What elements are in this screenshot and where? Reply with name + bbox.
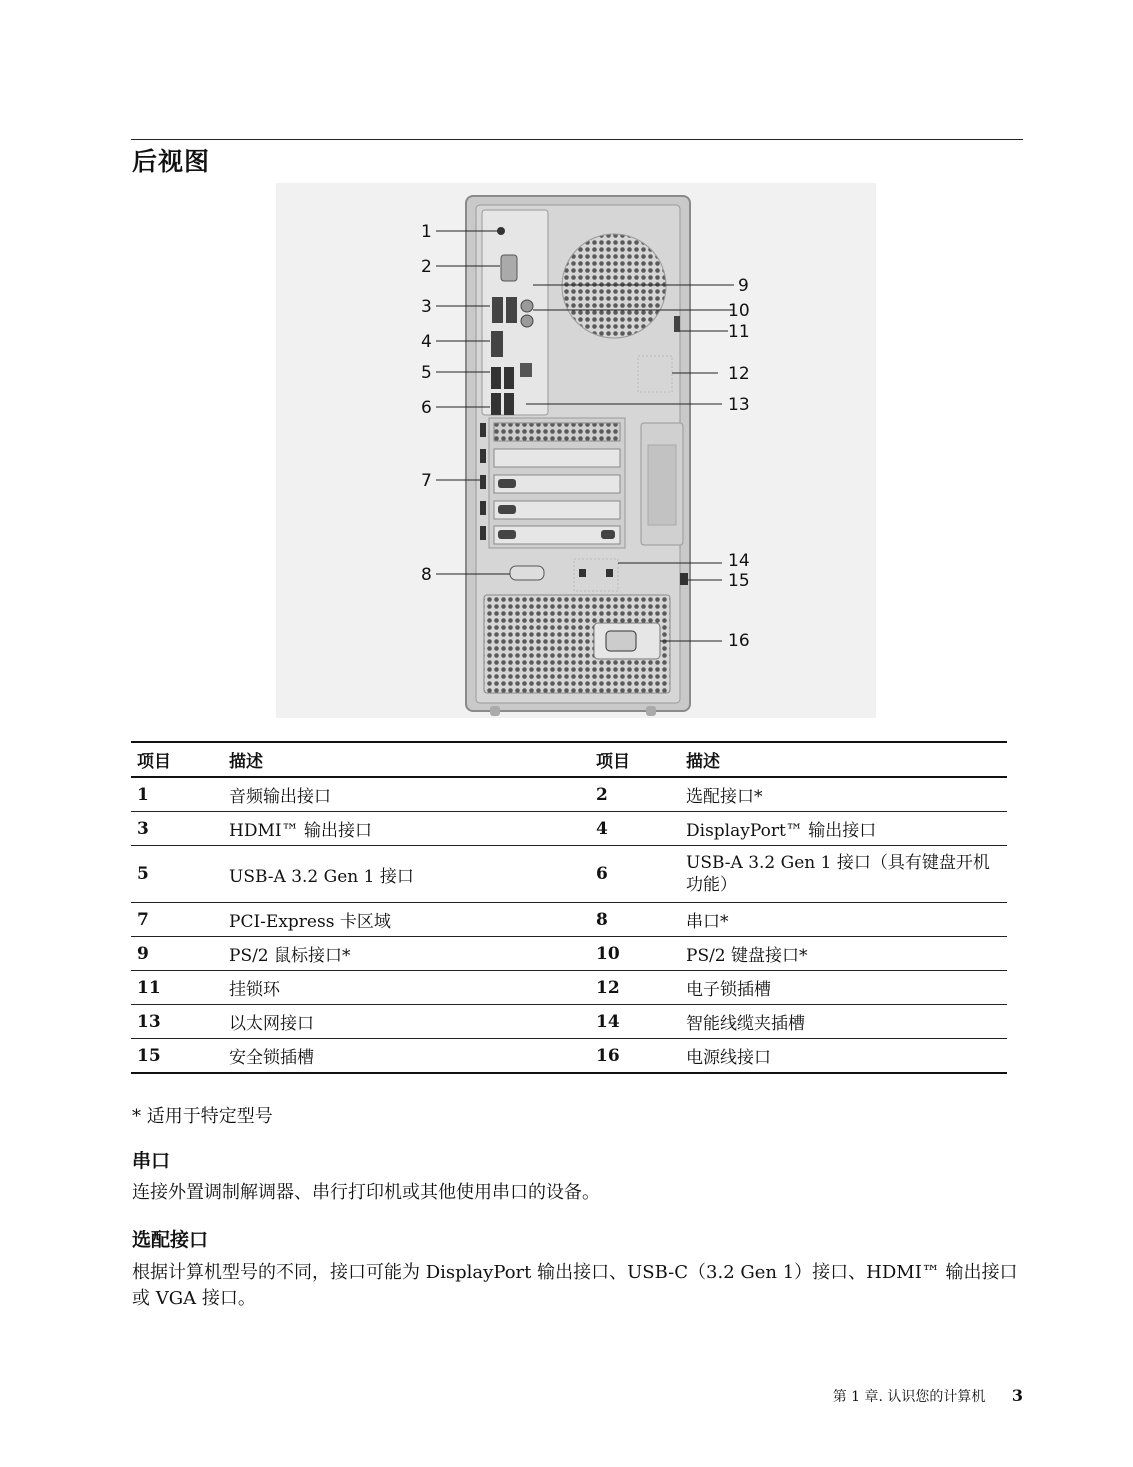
item-description: USB-A 3.2 Gen 1 接口（具有键盘开机功能） — [680, 846, 1007, 903]
item-description: HDMI™ 输出接口 — [223, 812, 590, 846]
item-number: 9 — [131, 937, 223, 971]
callout-3: 3 — [421, 297, 432, 317]
item-number: 12 — [590, 971, 680, 1005]
port-table — [131, 741, 1007, 1074]
item-description: 选配接口* — [680, 777, 1007, 812]
table-row — [131, 937, 1007, 971]
item-number: 6 — [590, 846, 680, 903]
item-description: 音频输出接口 — [223, 777, 590, 812]
callout-12: 12 — [728, 364, 750, 384]
section-title: 后视图 — [132, 147, 211, 176]
serial-heading: 串口 — [132, 1150, 171, 1172]
item-description: USB-A 3.2 Gen 1 接口 — [223, 846, 590, 903]
header-item: 项目 — [131, 742, 223, 777]
item-description: 串口* — [680, 903, 1007, 937]
header-item: 项目 — [590, 742, 680, 777]
page-footer — [833, 1386, 1023, 1406]
callout-5: 5 — [421, 363, 432, 383]
top-rule — [131, 139, 1023, 140]
table-row — [131, 812, 1007, 846]
item-description: PCI-Express 卡区域 — [223, 903, 590, 937]
item-number: 1 — [131, 777, 223, 812]
item-description: 以太网接口 — [223, 1005, 590, 1039]
rear-view-figure — [276, 183, 876, 718]
table-row — [131, 903, 1007, 937]
item-description: 电源线接口 — [680, 1039, 1007, 1074]
callout-7: 7 — [421, 471, 432, 491]
callout-14: 14 — [728, 551, 750, 571]
item-number: 8 — [590, 903, 680, 937]
item-number: 3 — [131, 812, 223, 846]
callout-9: 9 — [738, 276, 749, 296]
callout-11: 11 — [728, 322, 750, 342]
item-number: 13 — [131, 1005, 223, 1039]
table-row — [131, 1039, 1007, 1074]
header-description: 描述 — [223, 742, 590, 777]
page-number: 3 — [1011, 1386, 1023, 1405]
footer-chapter: 第 1 章. 认识您的计算机 — [832, 1389, 986, 1405]
callout-4: 4 — [421, 332, 432, 352]
footnote: * 适用于特定型号 — [132, 1106, 273, 1127]
item-description: 安全锁插槽 — [223, 1039, 590, 1074]
callout-2: 2 — [421, 257, 432, 277]
optional-heading: 选配接口 — [132, 1229, 209, 1251]
optional-text: 根据计算机型号的不同，接口可能为 DisplayPort 输出接口、USB-C（3.2 Gen 1）接口、HDMI™ 输出接口或 VGA 接口。 — [132, 1262, 1018, 1309]
item-number: 14 — [590, 1005, 680, 1039]
item-description: 挂锁环 — [223, 971, 590, 1005]
serial-text: 连接外置调制解调器、串行打印机或其他使用串口的设备。 — [132, 1182, 600, 1203]
callout-1: 1 — [421, 222, 432, 242]
callout-10: 10 — [728, 301, 750, 321]
callout-6: 6 — [421, 398, 432, 418]
item-number: 15 — [131, 1039, 223, 1074]
item-description: DisplayPort™ 输出接口 — [680, 812, 1007, 846]
item-number: 5 — [131, 846, 223, 903]
item-number: 10 — [590, 937, 680, 971]
callout-16: 16 — [728, 631, 750, 651]
table-row — [131, 971, 1007, 1005]
callout-15: 15 — [728, 571, 750, 591]
item-number: 11 — [131, 971, 223, 1005]
item-description: PS/2 鼠标接口* — [223, 937, 590, 971]
item-description: 智能线缆夹插槽 — [680, 1005, 1007, 1039]
item-description: PS/2 键盘接口* — [680, 937, 1007, 971]
item-number: 2 — [590, 777, 680, 812]
item-number: 7 — [131, 903, 223, 937]
header-description: 描述 — [680, 742, 1007, 777]
item-description: 电子锁插槽 — [680, 971, 1007, 1005]
table-header-row — [131, 742, 1007, 777]
callout-13: 13 — [728, 395, 750, 415]
table-row — [131, 846, 1007, 903]
callout-8: 8 — [421, 565, 432, 585]
item-number: 16 — [590, 1039, 680, 1074]
item-number: 4 — [590, 812, 680, 846]
table-row — [131, 1005, 1007, 1039]
table-row — [131, 777, 1007, 812]
